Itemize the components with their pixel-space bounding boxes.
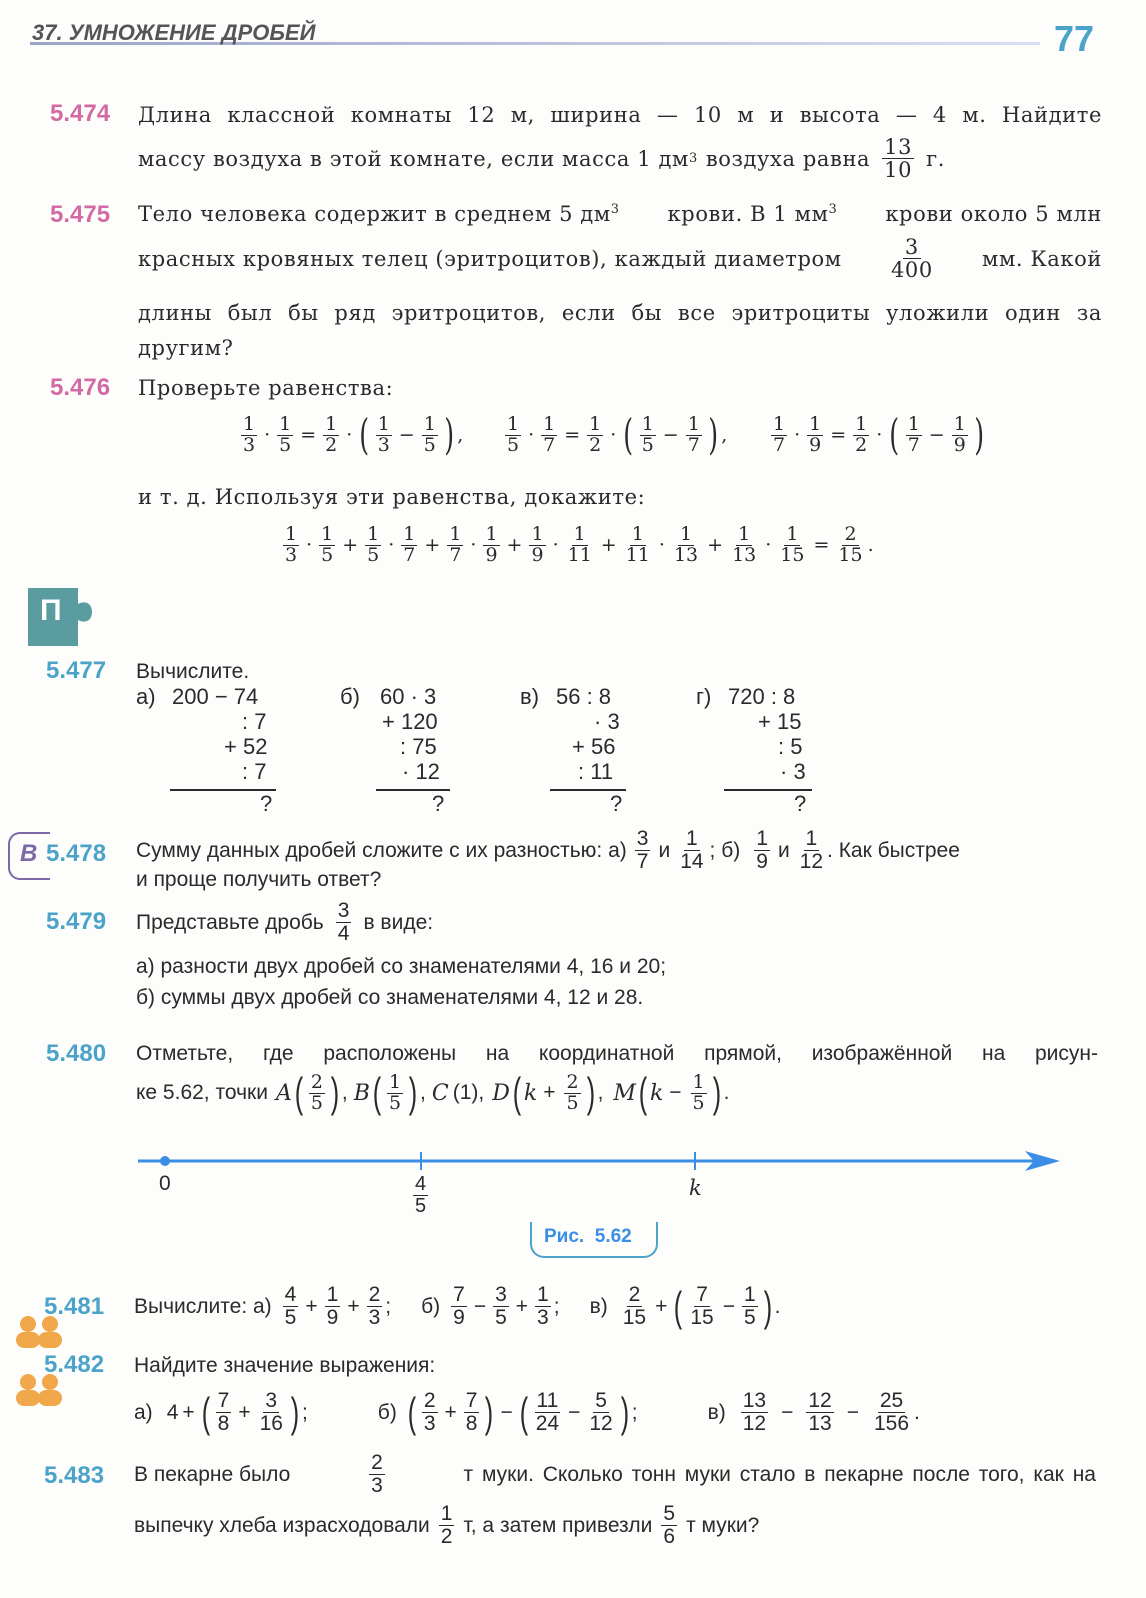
problem-number-477: 5.477: [46, 657, 107, 684]
problem-number-479: 5.479: [46, 908, 107, 935]
fraction: $\frac{1}{9}$: [756, 827, 768, 874]
p481-line: Вычислите: а) $\frac{4}{5}$ + $\frac{1}{9}$ + $\frac{2}{3}$ ; б) $\frac{7}{9}$ − $\frac{3}{5}$ + $\frac{1}{3}$ ; в) $\frac{2}{15}$ + ( $\frac{7}{15}$ − $\frac{1}{5}$ ) .: [134, 1282, 781, 1330]
fraction: $\frac{1}{2}$: [440, 1502, 453, 1549]
p476-middle: и т. д. Используя эти равенства, докажите:: [138, 485, 646, 509]
fraction: $\frac{1}{12}$: [799, 827, 824, 874]
p478-line1: Сумму данных дробей сложите с их разностью: а) $\frac{3}{7}$ и $\frac{1}{14}$ ; б) $\frac{1}{9}$ и $\frac{1}{12}$ . Как быстрее: [136, 827, 960, 874]
calc-result: ?: [432, 791, 445, 816]
p479-item-a: а) разности двух дробей со знаменателями 4, 16 и 20;: [136, 955, 667, 978]
problem-number-482: 5.482: [44, 1351, 105, 1378]
calc-result: ?: [260, 791, 273, 816]
p474-line2: [138, 136, 945, 181]
calc-op: : 5: [778, 734, 803, 759]
calc-op: : 7: [242, 709, 267, 734]
calc-label: б): [340, 684, 360, 709]
p480-line1: Отметьте, где расположены на координатной прямой, изображённой на рисун-: [136, 1042, 1098, 1065]
problem-number-483: 5.483: [44, 1462, 105, 1489]
fraction: $\frac{13}{10}$: [884, 135, 913, 183]
figure-caption: [530, 1222, 658, 1258]
calc-op: + 56: [572, 734, 616, 759]
p474-text-b: воздуха равна: [705, 146, 871, 171]
p482-intro: Найдите значение выражения:: [134, 1354, 436, 1377]
fraction: $\frac{2}{3}$: [371, 1451, 383, 1498]
p483-line1: В пекарне было $\frac{2}{3}$ т муки. Сколько тонн муки стало в пекарне после того, как на: [134, 1451, 1096, 1498]
calc-label: а): [136, 684, 156, 709]
problem-number-480: 5.480: [46, 1040, 107, 1067]
section-title: 37. УМНОЖЕНИЕ ДРОБЕЙ: [32, 20, 316, 45]
calc-op: · 3: [780, 759, 806, 784]
page-number: 77: [1054, 18, 1095, 59]
p475-line2: красных кровяных телец (эритроцитов), каждый диаметром $\frac{3}{400}$ мм. Какой: [138, 235, 1102, 283]
calc-result: ?: [610, 791, 623, 816]
puzzle-icon: [26, 586, 96, 648]
p475-line1: Тело человека содержит в среднем 5 $дм^3$ крови. В 1 $мм^3$ крови около 5 млн: [138, 202, 1102, 226]
puzzle-letter: П: [40, 594, 62, 627]
calc-result: ?: [794, 791, 807, 816]
p479-item-b: б) суммы двух дробей со знаменателями 4, 12 и 28.: [136, 986, 644, 1009]
fraction: $\frac{5}{6}$: [663, 1502, 676, 1549]
difficulty-badge-letter: В: [20, 840, 38, 867]
calc-op: · 3: [594, 709, 620, 734]
problem-number-476: 5.476: [50, 374, 111, 401]
p477-intro: Вычислите.: [136, 660, 250, 683]
calc-start: 60 · 3: [380, 684, 437, 709]
p483-line2: выпечку хлеба израсходовали $\frac{1}{2}$ т, а затем привезли $\frac{5}{6}$ т муки?: [134, 1502, 760, 1549]
p479-line1: Представьте дробь $\frac{3}{4}$ в виде:: [136, 899, 434, 946]
p476-eq1: $\frac{1}{3}$ · $\frac{1}{5}$ = $\frac{1}{2}$ · ( $\frac{1}{3}$ − $\frac{1}{5}$ ) ,: [243, 410, 464, 459]
p478-line2: и проще получить ответ?: [136, 868, 382, 891]
fraction: $\frac{1}{14}$: [680, 827, 704, 874]
calc-start: 56 : 8: [556, 684, 612, 709]
p476-eq3: $\frac{1}{7}$ · $\frac{1}{9}$ = $\frac{1}{2}$ · ( $\frac{1}{7}$ − $\frac{1}{9}$ ): [773, 410, 984, 459]
p476-intro: Проверьте равенства:: [138, 376, 394, 400]
calc-op: + 120: [382, 709, 438, 734]
figure-caption-text: Рис. 5.62: [544, 1226, 632, 1247]
p476-eq2: $\frac{1}{5}$ · $\frac{1}{7}$ = $\frac{1}{2}$ · ( $\frac{1}{5}$ − $\frac{1}{7}$ ) ,: [507, 410, 728, 459]
problem-number-478: 5.478: [46, 840, 107, 867]
number-line: [130, 1140, 1070, 1190]
problem-number-481: 5.481: [44, 1293, 105, 1320]
p482-line: а) 4 + ( $\frac{7}{8}$ + $\frac{3}{16}$ ) ; б) ( $\frac{2}{3}$ + $\frac{7}{8}$ ) − ( $\frac{11}{24}$ − $\frac{5}{12}$ ) ; в) $\frac{13}{12}$ − $\frac{12}{13}$ − $\frac{25}{156}$ .: [134, 1388, 920, 1436]
calc-op: + 15: [758, 709, 802, 734]
tick-label-zero: 0: [159, 1172, 171, 1195]
p480-line2: ке 5.62, точки A ( $\frac{2}{5}$ ) , B ( $\frac{1}{5}$ ) , C (1), D ( k + $\frac{2}{5}$ ) , M ( k − $\frac{1}{5}$ ) .: [136, 1069, 730, 1116]
p476-sum: $\frac{1}{3}$ · $\frac{1}{5}$ + $\frac{1}{5}$ · $\frac{1}{7}$ + $\frac{1}{7}$ · $\frac{1}{9}$ + $\frac{1}{9}$ · $\frac{1}{11}$ + $\frac{1}{11}$ · $\frac{1}{13}$ + $\frac{1}{13}$ · $\frac{1}{15}$ = $\frac{2}{15}$ .: [285, 523, 874, 566]
calc-op: : 75: [400, 734, 437, 759]
problem-number-474: 5.474: [50, 100, 111, 127]
p474-text-c: г.: [926, 146, 945, 171]
p474-text: массу воздуха в этой комнате, если масса 1 дм: [138, 146, 689, 171]
calc-op: · 12: [402, 759, 440, 784]
fraction: $\frac{3}{400}$: [890, 235, 933, 283]
p474-line1: Длина классной комнаты 12 м, ширина — 10 м и высота — 4 м. Найдите: [138, 103, 1102, 127]
calc-label: в): [520, 684, 540, 709]
calc-op: + 52: [224, 734, 268, 759]
calc-label: г): [696, 684, 712, 709]
calc-op: : 7: [242, 759, 267, 784]
tick-label-k: k: [689, 1176, 702, 1200]
fraction: $\frac{3}{7}$: [636, 827, 649, 874]
calc-op: : 11: [578, 759, 614, 784]
p474-sup: 3: [688, 151, 698, 167]
fraction: $\frac{3}{4}$: [337, 899, 350, 946]
calc-start: 200 − 74: [172, 684, 259, 709]
problem-number-475: 5.475: [50, 201, 111, 228]
calc-start: 720 : 8: [728, 684, 796, 709]
p475-line3: длины был бы ряд эритроцитов, если бы все эритроциты уложили один за: [138, 301, 1102, 325]
p475-line4: другим?: [138, 336, 234, 360]
tick-label-4-5: $\frac{4}{5}$: [415, 1173, 427, 1217]
